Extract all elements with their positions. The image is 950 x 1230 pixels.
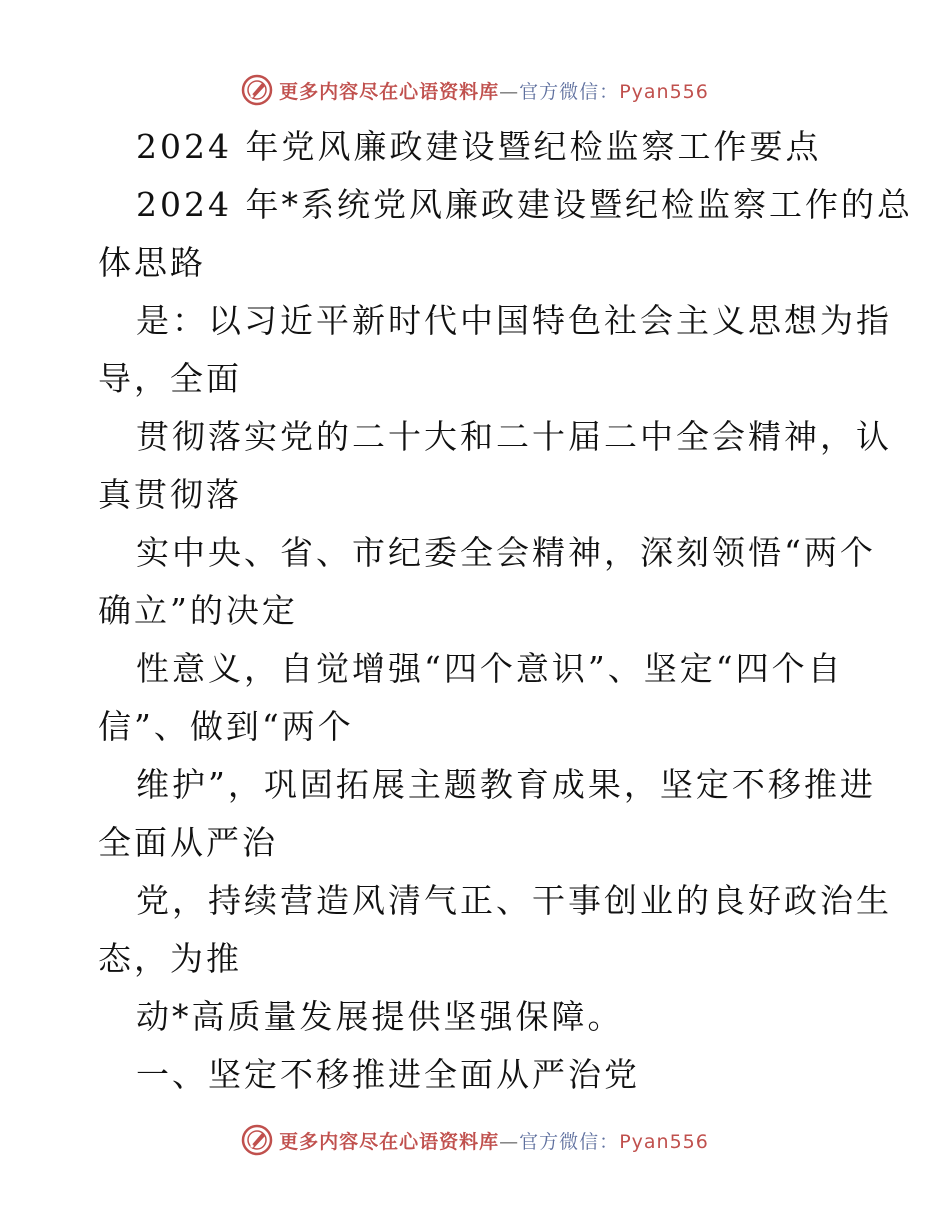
paragraph-line: 性意义，自觉增强“四个意识”、坚定“四个自 (136, 649, 844, 688)
banner-dash: — (499, 1130, 520, 1153)
paragraph-line: 确立”的决定 (98, 591, 298, 630)
paragraph-line: 2024 年*系统党风廉政建设暨纪检监察工作的总 (136, 185, 913, 224)
banner-account-label: 官方微信： (519, 1130, 620, 1153)
paragraph-line: 态，为推 (98, 939, 242, 978)
banner-dash: — (499, 80, 520, 103)
pen-nib-logo-icon (241, 74, 273, 106)
banner-account-id: Pyan556 (619, 80, 709, 103)
section-heading: 一、坚定不移推进全面从严治党 (136, 1055, 640, 1094)
paragraph-line: 信”、做到“两个 (98, 707, 354, 746)
footer-banner (0, 1120, 950, 1160)
banner-account-label: 官方微信： (519, 80, 620, 103)
banner-text (279, 1127, 709, 1154)
banner-text (279, 77, 709, 104)
banner-main-text: 更多内容尽在心语资料库 (279, 80, 500, 103)
paragraph-line: 党，持续营造风清气正、干事创业的良好政治生 (136, 881, 892, 920)
paragraph-line: 贯彻落实党的二十大和二十届二中全会精神，认 (136, 417, 892, 456)
document-title: 2024 年党风廉政建设暨纪检监察工作要点 (136, 127, 822, 166)
document-body (98, 118, 913, 1104)
banner-account-id: Pyan556 (619, 1130, 709, 1153)
paragraph-line: 体思路 (98, 243, 206, 282)
paragraph-line: 真贯彻落 (98, 475, 242, 514)
header-banner (0, 70, 950, 110)
paragraph-line: 动*高质量发展提供坚强保障。 (136, 997, 624, 1036)
paragraph-line: 维护”，巩固拓展主题教育成果，坚定不移推进 (136, 765, 876, 804)
pen-nib-logo-icon (241, 1124, 273, 1156)
paragraph-line: 全面从严治 (98, 823, 278, 862)
paragraph-line: 是：以习近平新时代中国特色社会主义思想为指 (136, 301, 892, 340)
paragraph-line: 实中央、省、市纪委全会精神，深刻领悟“两个 (136, 533, 876, 572)
paragraph-line: 导，全面 (98, 359, 242, 398)
banner-main-text: 更多内容尽在心语资料库 (279, 1130, 500, 1153)
